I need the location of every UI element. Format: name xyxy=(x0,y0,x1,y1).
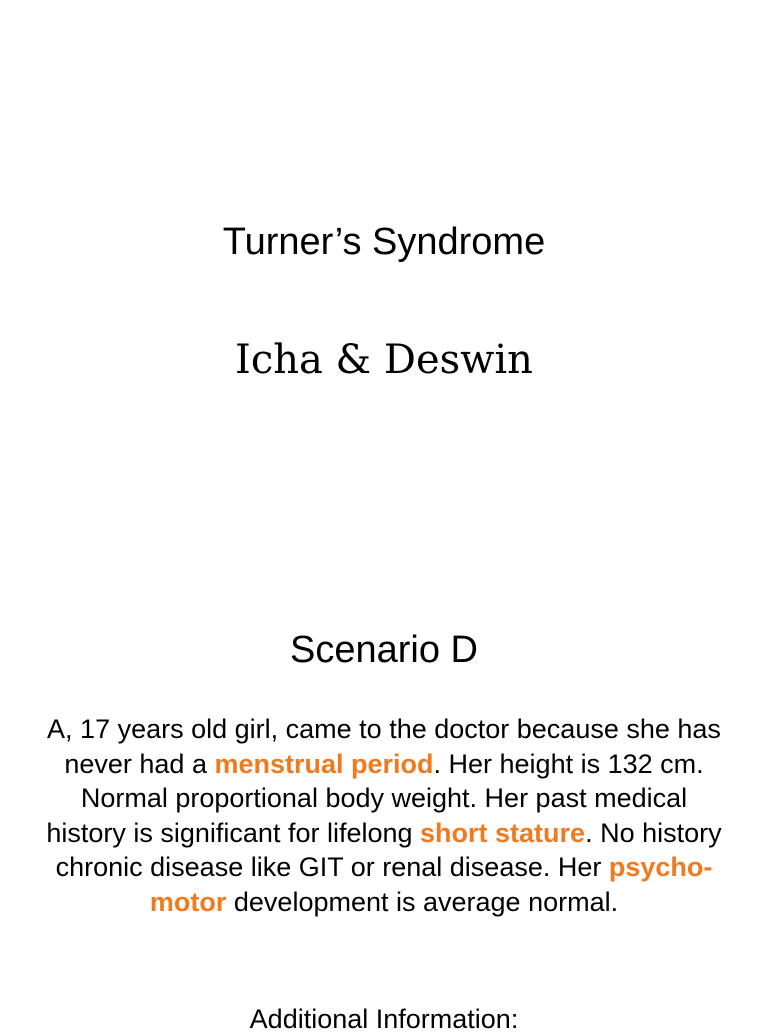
slide-subtitle-authors: Icha & Deswin xyxy=(235,337,533,383)
scenario-body xyxy=(44,712,724,919)
highlight-psycho-motor: psycho-motor xyxy=(149,852,713,917)
highlight-short-stature: short stature xyxy=(420,817,586,848)
body-text-1: A, 17 years old girl, came to the doctor because she has never had a xyxy=(47,714,721,779)
highlight-menstrual-period: menstrual period xyxy=(214,748,434,779)
additional-information-heading: Additional Information: xyxy=(249,1004,519,1034)
title-slide xyxy=(0,0,768,512)
scenario-slide xyxy=(0,512,768,1034)
body-text-4: development is average normal. xyxy=(226,886,619,917)
body-text-2: . Her height is 132 cm. Normal proportional body weight. Her past medical history is significant for lifelong xyxy=(46,748,704,848)
body-text-3: . No history chronic disease like GIT or renal disease. Her xyxy=(55,817,722,882)
slide-title: Turner’s Syndrome xyxy=(222,221,546,263)
scenario-title: Scenario D xyxy=(290,629,478,671)
